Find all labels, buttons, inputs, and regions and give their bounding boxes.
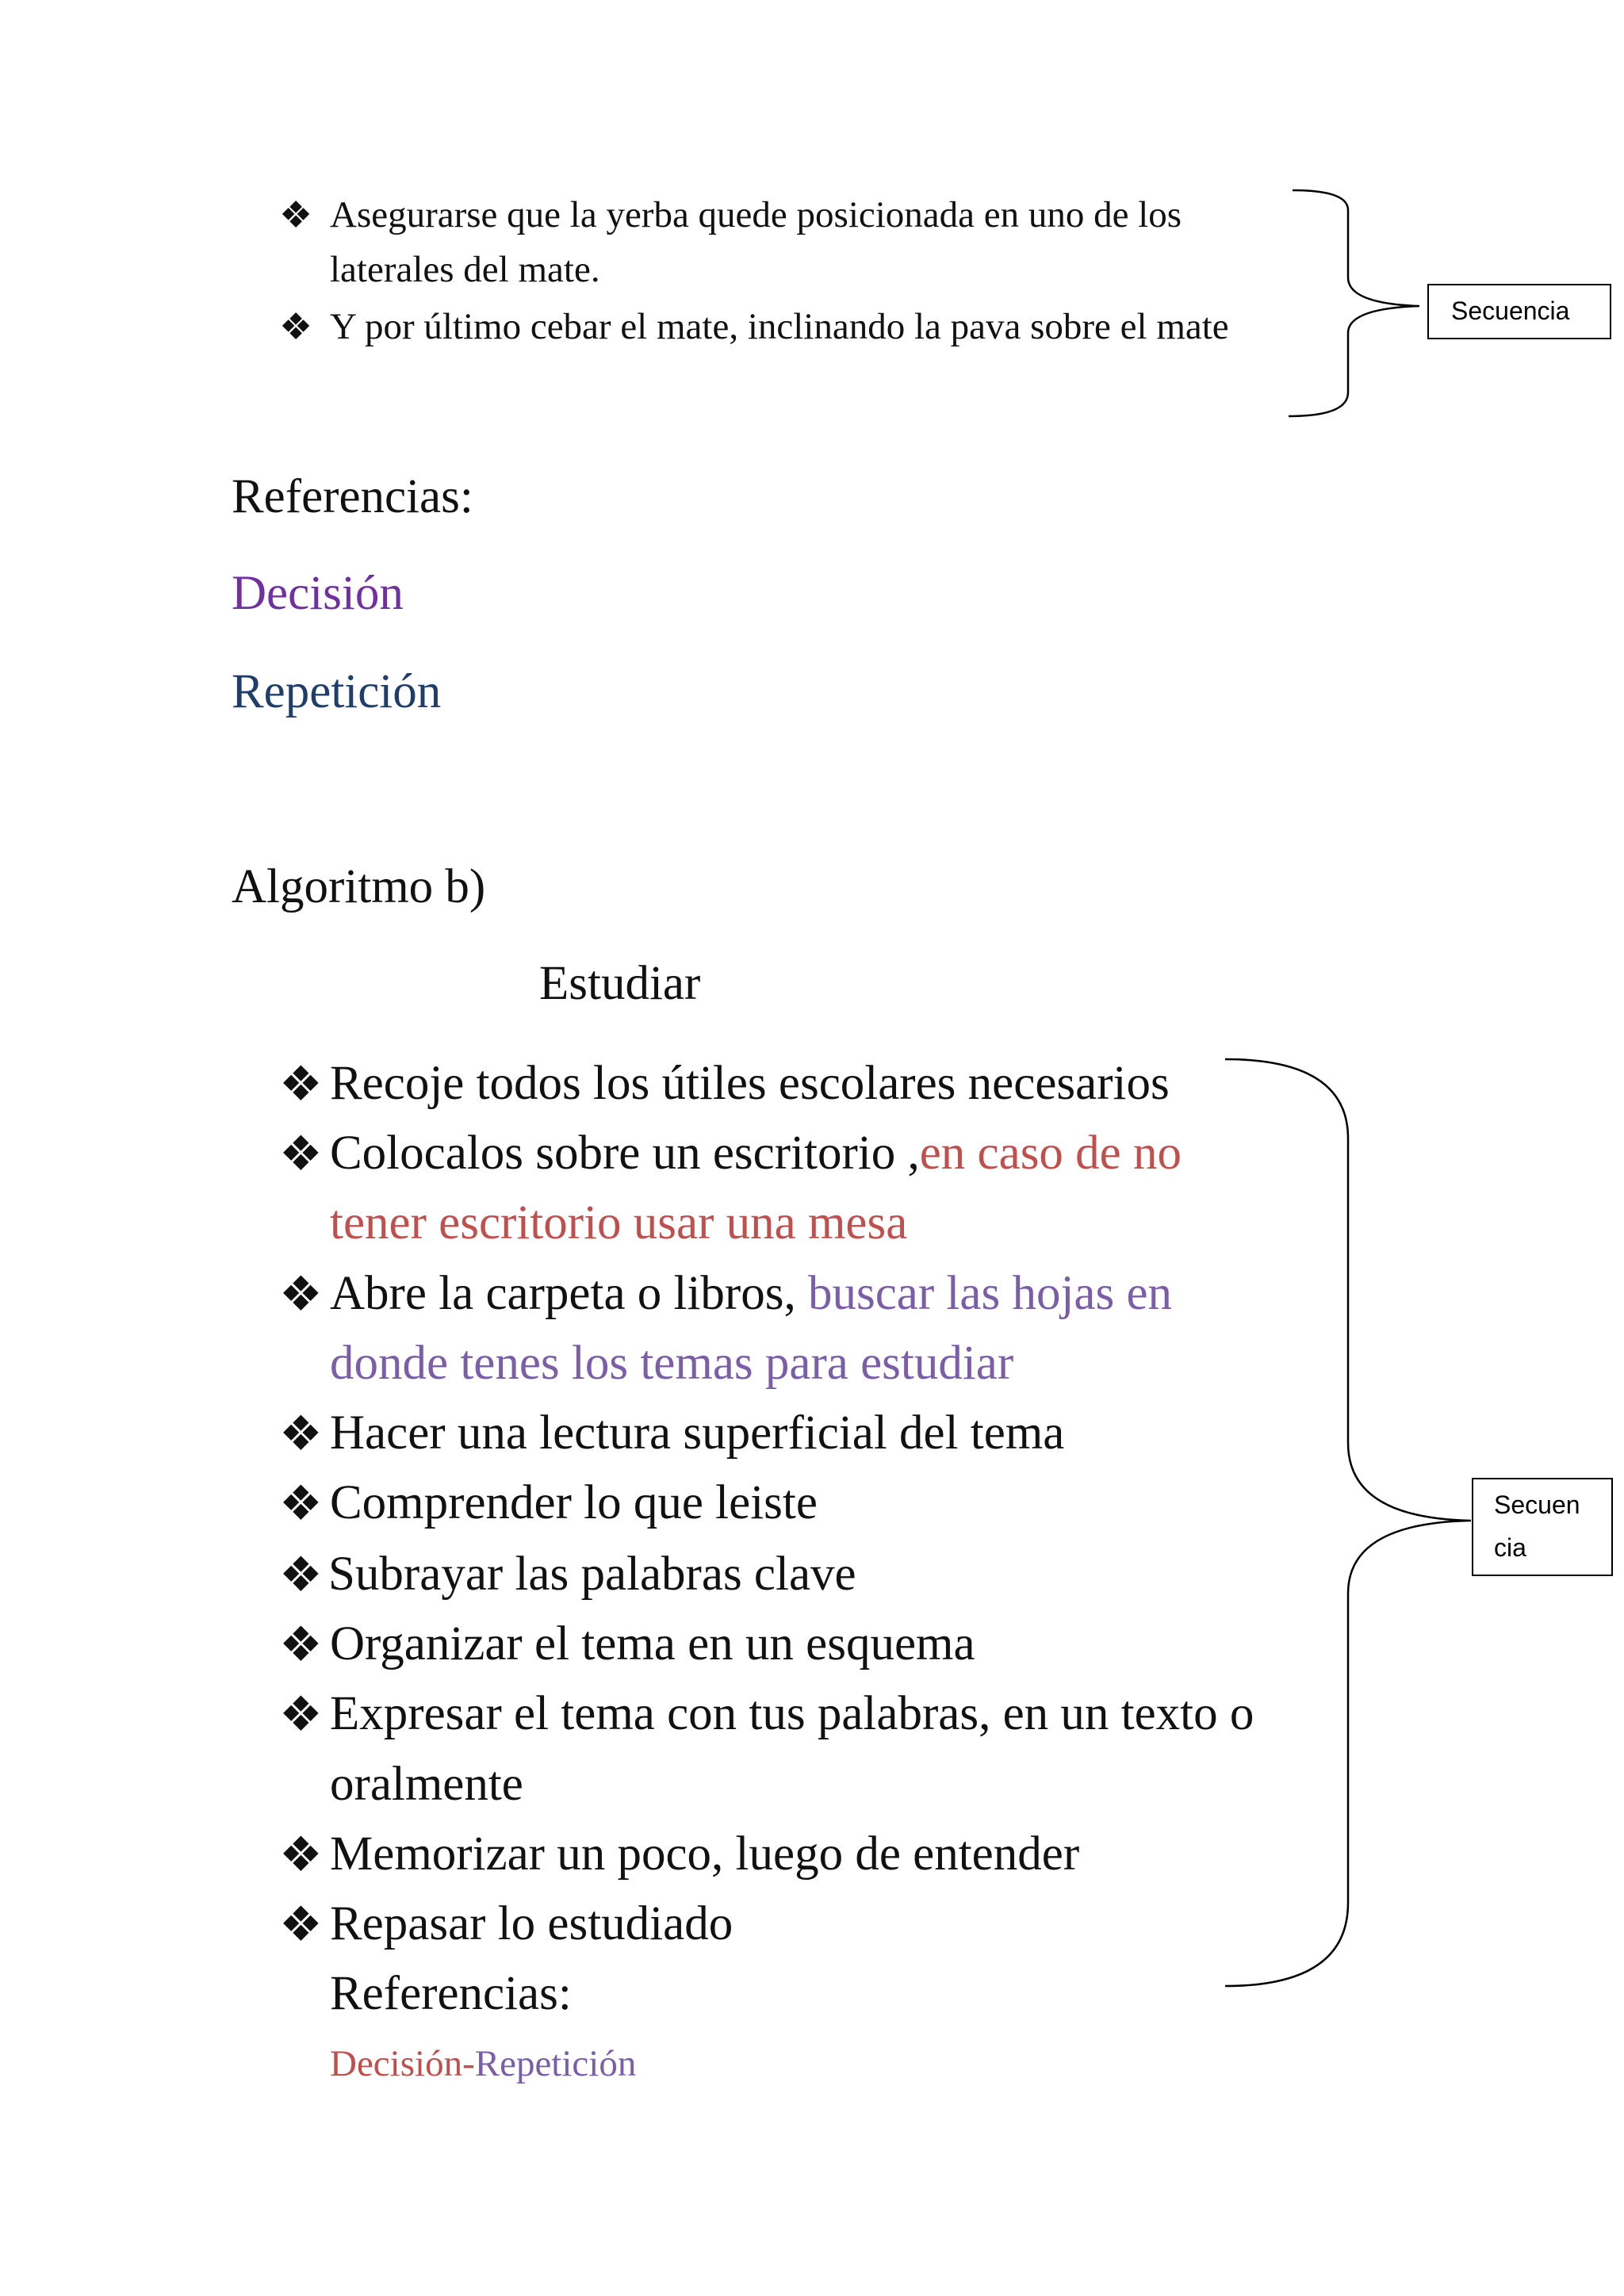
four-diamond-bullet-icon: ❖ [279,195,313,236]
list-item: Comprender lo que leiste [330,1476,818,1529]
references-legend [330,2042,636,2085]
list-item-continuation: oralmente [330,1758,523,1811]
list-item: Repasar lo estudiado [330,1897,733,1950]
repetition-text: buscar las hojas en [807,1267,1173,1320]
list-item-continuation: laterales del mate. [330,249,600,290]
list-item: Y por último cebar el mate, inclinando la pava sobre el mate [330,306,1229,347]
reference-decision: Decisión [232,567,404,620]
four-diamond-bullet-icon: ❖ [279,1478,323,1531]
list-item: Subrayar las palabras clave [328,1548,856,1601]
list-item: Hacer una lectura superficial del tema [330,1406,1065,1460]
decision-text-continuation: tener escritorio usar una mesa [330,1196,908,1249]
sequence-label-line2: cia [1494,1533,1526,1562]
references-heading: Referencias: [330,1967,572,2020]
four-diamond-bullet-icon: ❖ [279,1058,323,1112]
sequence-label: Secuencia [1451,297,1570,325]
step-text: Abre la carpeta o libros, [330,1267,808,1320]
reference-separator: - [462,2043,475,2084]
list-item: Expresar el tema con tus palabras, en un texto o [330,1687,1254,1740]
four-diamond-bullet-icon: ❖ [279,1689,323,1742]
four-diamond-bullet-icon: ❖ [279,1128,323,1181]
sequence-label-box [1472,1478,1613,1576]
four-diamond-bullet-icon: ❖ [279,1619,323,1672]
four-diamond-bullet-icon: ❖ [279,1408,323,1461]
algorithm-title: Algoritmo b) [232,860,486,913]
repetition-text-continuation: donde tenes los temas para estudiar [330,1337,1014,1390]
list-item: Organizar el tema en un esquema [330,1617,975,1670]
list-item: Recoje todos los útiles escolares necesarios [330,1057,1170,1110]
references-heading: Referencias: [232,470,473,523]
decision-text: en caso de no [919,1127,1182,1180]
list-item [330,1126,1182,1181]
four-diamond-bullet-icon: ❖ [279,1829,323,1882]
list-item [330,1266,1172,1322]
list-item: Memorizar un poco, luego de entender [330,1827,1080,1881]
algorithm-subtitle: Estudiar [539,957,701,1010]
four-diamond-bullet-icon: ❖ [279,1269,323,1322]
list-item: Asegurarse que la yerba quede posicionada en uno de los [330,194,1182,235]
reference-repetition: Repetición [474,2043,637,2084]
reference-repetition: Repetición [232,665,442,718]
sequence-label-box [1427,284,1611,339]
four-diamond-bullet-icon: ❖ [279,1549,323,1602]
four-diamond-bullet-icon: ❖ [279,1899,323,1952]
sequence-label-line1: Secuen [1494,1490,1580,1519]
four-diamond-bullet-icon: ❖ [279,307,313,348]
step-text: Colocalos sobre un escritorio , [330,1127,920,1180]
reference-decision: Decisión [330,2043,463,2084]
